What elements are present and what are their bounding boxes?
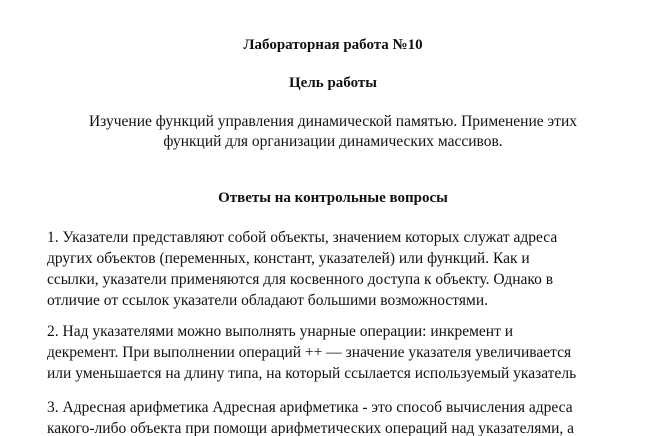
document-title: Лабораторная работа №10 <box>243 37 423 53</box>
paragraph-line: отличие от ссылок указатели обладают большими возможностями. <box>47 292 488 309</box>
goal-text-line: функций для организации динамических массивов. <box>163 133 503 150</box>
paragraph-line: ссылки, указатели применяются для косвенного доступа к объекту. Однако в <box>47 271 554 288</box>
paragraph-line: или уменьшается на длину типа, на который ссылается используемый указатель <box>47 365 577 382</box>
answer-paragraph-2 <box>47 321 627 384</box>
answer-paragraph-1 <box>47 227 627 311</box>
paragraph-line: других объектов (переменных, констант, указателей) или функций. Как и <box>47 250 530 267</box>
paragraph-line: 3. Адресная арифметика Адресная арифметика - это способ вычисления адреса <box>47 399 573 416</box>
goal-text-line: Изучение функций управления динамической памятью. Применение этих <box>88 113 577 130</box>
goal-heading: Цель работы <box>289 75 377 91</box>
paragraph-line: 2. Над указателями можно выполнять унарные операции: инкремент и <box>47 323 514 340</box>
goal-text <box>40 112 626 152</box>
answers-heading: Ответы на контрольные вопросы <box>218 190 448 206</box>
answer-paragraph-3 <box>47 397 627 436</box>
paragraph-line: декремент. При выполнении операций ++ — значение указателя увеличивается <box>47 344 572 361</box>
paragraph-line: какого-либо объекта при помощи арифметических операций над указателями, а <box>47 420 575 436</box>
paragraph-line: 1. Указатели представляют собой объекты, значением которых служат адреса <box>47 229 558 246</box>
